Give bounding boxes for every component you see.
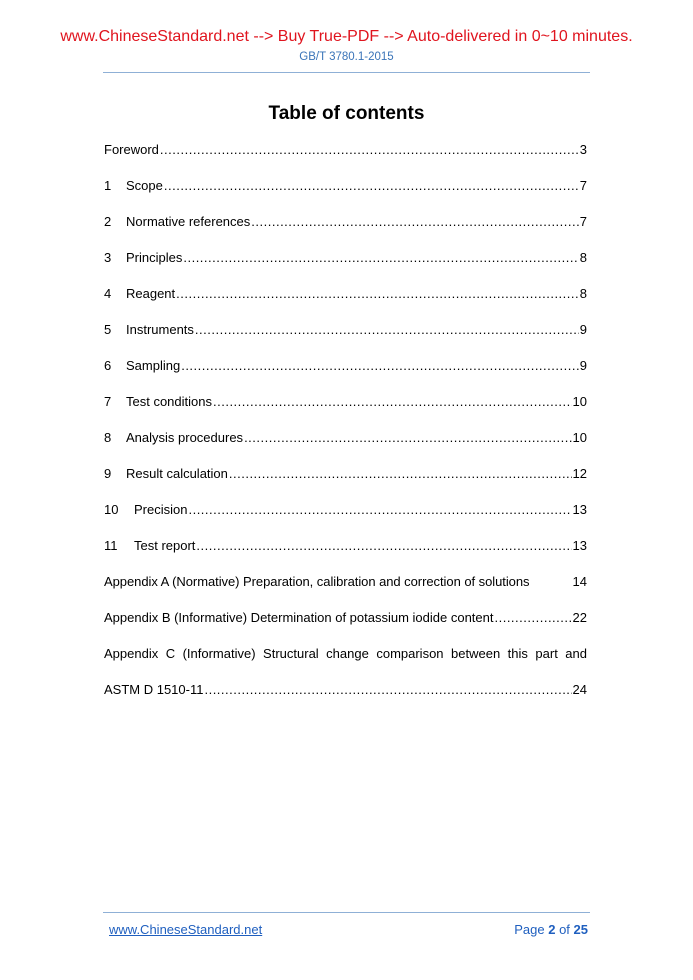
toc-entry-page: 24 bbox=[572, 682, 587, 697]
toc-entry-page: 7 bbox=[579, 178, 587, 193]
toc-entry-page: 10 bbox=[572, 430, 587, 445]
toc-entry-label: Test report bbox=[134, 538, 196, 553]
page-of: of bbox=[559, 922, 570, 937]
toc-entry-test-report[interactable] bbox=[104, 536, 587, 556]
toc-entry-label: Principles bbox=[126, 250, 183, 265]
toc-entry-principles[interactable] bbox=[104, 248, 587, 268]
toc-entry-result-calculation[interactable] bbox=[104, 464, 587, 484]
toc-entry-label: Scope bbox=[126, 178, 163, 193]
toc-entry-page: 13 bbox=[572, 502, 587, 517]
toc-entry-page: 13 bbox=[572, 538, 587, 553]
toc-entry-reagent[interactable] bbox=[104, 284, 587, 304]
toc-entry-number: 7 bbox=[104, 394, 112, 409]
toc-entry-analysis-procedures[interactable] bbox=[104, 428, 587, 448]
toc-entry-number: 1 bbox=[104, 178, 112, 193]
toc-entry-page: 14 bbox=[572, 574, 587, 589]
toc-entry-precision[interactable] bbox=[104, 500, 587, 520]
toc-entry-label: Appendix A (Normative) Preparation, calibration and correction of solutions bbox=[104, 574, 530, 589]
toc-leader-dots bbox=[244, 428, 571, 448]
toc-entry-appendix-b[interactable] bbox=[104, 608, 587, 628]
toc-leader-dots bbox=[196, 536, 571, 556]
page-current: 2 bbox=[548, 922, 556, 937]
page-total: 25 bbox=[573, 922, 588, 937]
toc-title: Table of contents bbox=[268, 103, 425, 124]
toc-entry-number: 9 bbox=[104, 466, 112, 481]
toc-entry-number: 4 bbox=[104, 286, 112, 301]
toc-entry-label: Sampling bbox=[126, 358, 181, 373]
toc-leader-dots bbox=[183, 248, 578, 268]
toc-entry-foreword[interactable] bbox=[104, 140, 587, 160]
toc-entry-label: ASTM D 1510-11 bbox=[104, 682, 204, 697]
toc-entry-label: Precision bbox=[134, 502, 188, 517]
toc-entry-page: 12 bbox=[572, 466, 587, 481]
toc-entry-page: 3 bbox=[579, 142, 587, 157]
toc-entry-appendix-c-continued[interactable] bbox=[104, 680, 587, 700]
toc-leader-dots bbox=[176, 284, 579, 304]
toc-entry-page: 10 bbox=[572, 394, 587, 409]
toc-entry-label: Result calculation bbox=[126, 466, 228, 481]
toc-entry-test-conditions[interactable] bbox=[104, 392, 587, 412]
toc-entry-label: Normative references bbox=[126, 214, 251, 229]
toc-entry-appendix-a[interactable] bbox=[104, 572, 587, 592]
toc-entry-label: Test conditions bbox=[126, 394, 212, 409]
toc-entry-number: 10 bbox=[104, 502, 119, 517]
toc-entry-sampling[interactable] bbox=[104, 356, 587, 376]
toc-entry-number: 3 bbox=[104, 250, 112, 265]
toc-entry-number: 8 bbox=[104, 430, 112, 445]
standard-number: GB/T 3780.1-2015 bbox=[299, 51, 394, 63]
toc-entry-label: Appendix B (Informative) Determination of potassium iodide content bbox=[104, 610, 494, 625]
toc-entry-normative-references[interactable] bbox=[104, 212, 587, 232]
footer-page-number bbox=[514, 922, 588, 938]
toc-entry-number: 2 bbox=[104, 214, 112, 229]
toc-leader-dots bbox=[213, 392, 572, 412]
toc-leader-dots bbox=[195, 320, 579, 340]
toc-entry-label: Foreword bbox=[104, 142, 159, 157]
toc-leader-dots bbox=[188, 500, 571, 520]
toc-leader-dots bbox=[164, 176, 579, 196]
promo-banner[interactable]: www.ChineseStandard.net --> Buy True-PDF --> Auto-delivered in 0~10 minutes. bbox=[60, 28, 633, 45]
toc-entry-appendix-c[interactable]: Appendix C (Informative) Structural change comparison between this part and bbox=[104, 646, 587, 661]
toc-entry-number: 6 bbox=[104, 358, 112, 373]
toc-entry-label: Analysis procedures bbox=[126, 430, 244, 445]
toc-entry-page: 8 bbox=[579, 250, 587, 265]
toc-entry-label: Reagent bbox=[126, 286, 176, 301]
toc-entry-page: 22 bbox=[572, 610, 587, 625]
footer-website-link[interactable]: www.ChineseStandard.net bbox=[109, 922, 263, 937]
toc-entry-number: 5 bbox=[104, 322, 112, 337]
header-divider bbox=[103, 72, 590, 73]
toc-leader-dots bbox=[494, 608, 571, 628]
toc-leader-dots bbox=[181, 356, 579, 376]
toc-entry-number: 11 bbox=[104, 538, 118, 553]
toc-entry-scope[interactable] bbox=[104, 176, 587, 196]
toc-leader-dots bbox=[251, 212, 578, 232]
toc-leader-dots bbox=[160, 140, 579, 160]
toc-leader-dots bbox=[229, 464, 572, 484]
toc-entry-page: 9 bbox=[579, 358, 587, 373]
toc-leader-dots bbox=[204, 680, 571, 700]
toc-entry-instruments[interactable] bbox=[104, 320, 587, 340]
toc-entry-label: Instruments bbox=[126, 322, 194, 337]
toc-entry-page: 9 bbox=[579, 322, 587, 337]
page-prefix: Page bbox=[514, 922, 545, 937]
footer-divider bbox=[103, 912, 590, 913]
toc-entry-page: 8 bbox=[579, 286, 587, 301]
toc-entry-page: 7 bbox=[579, 214, 587, 229]
